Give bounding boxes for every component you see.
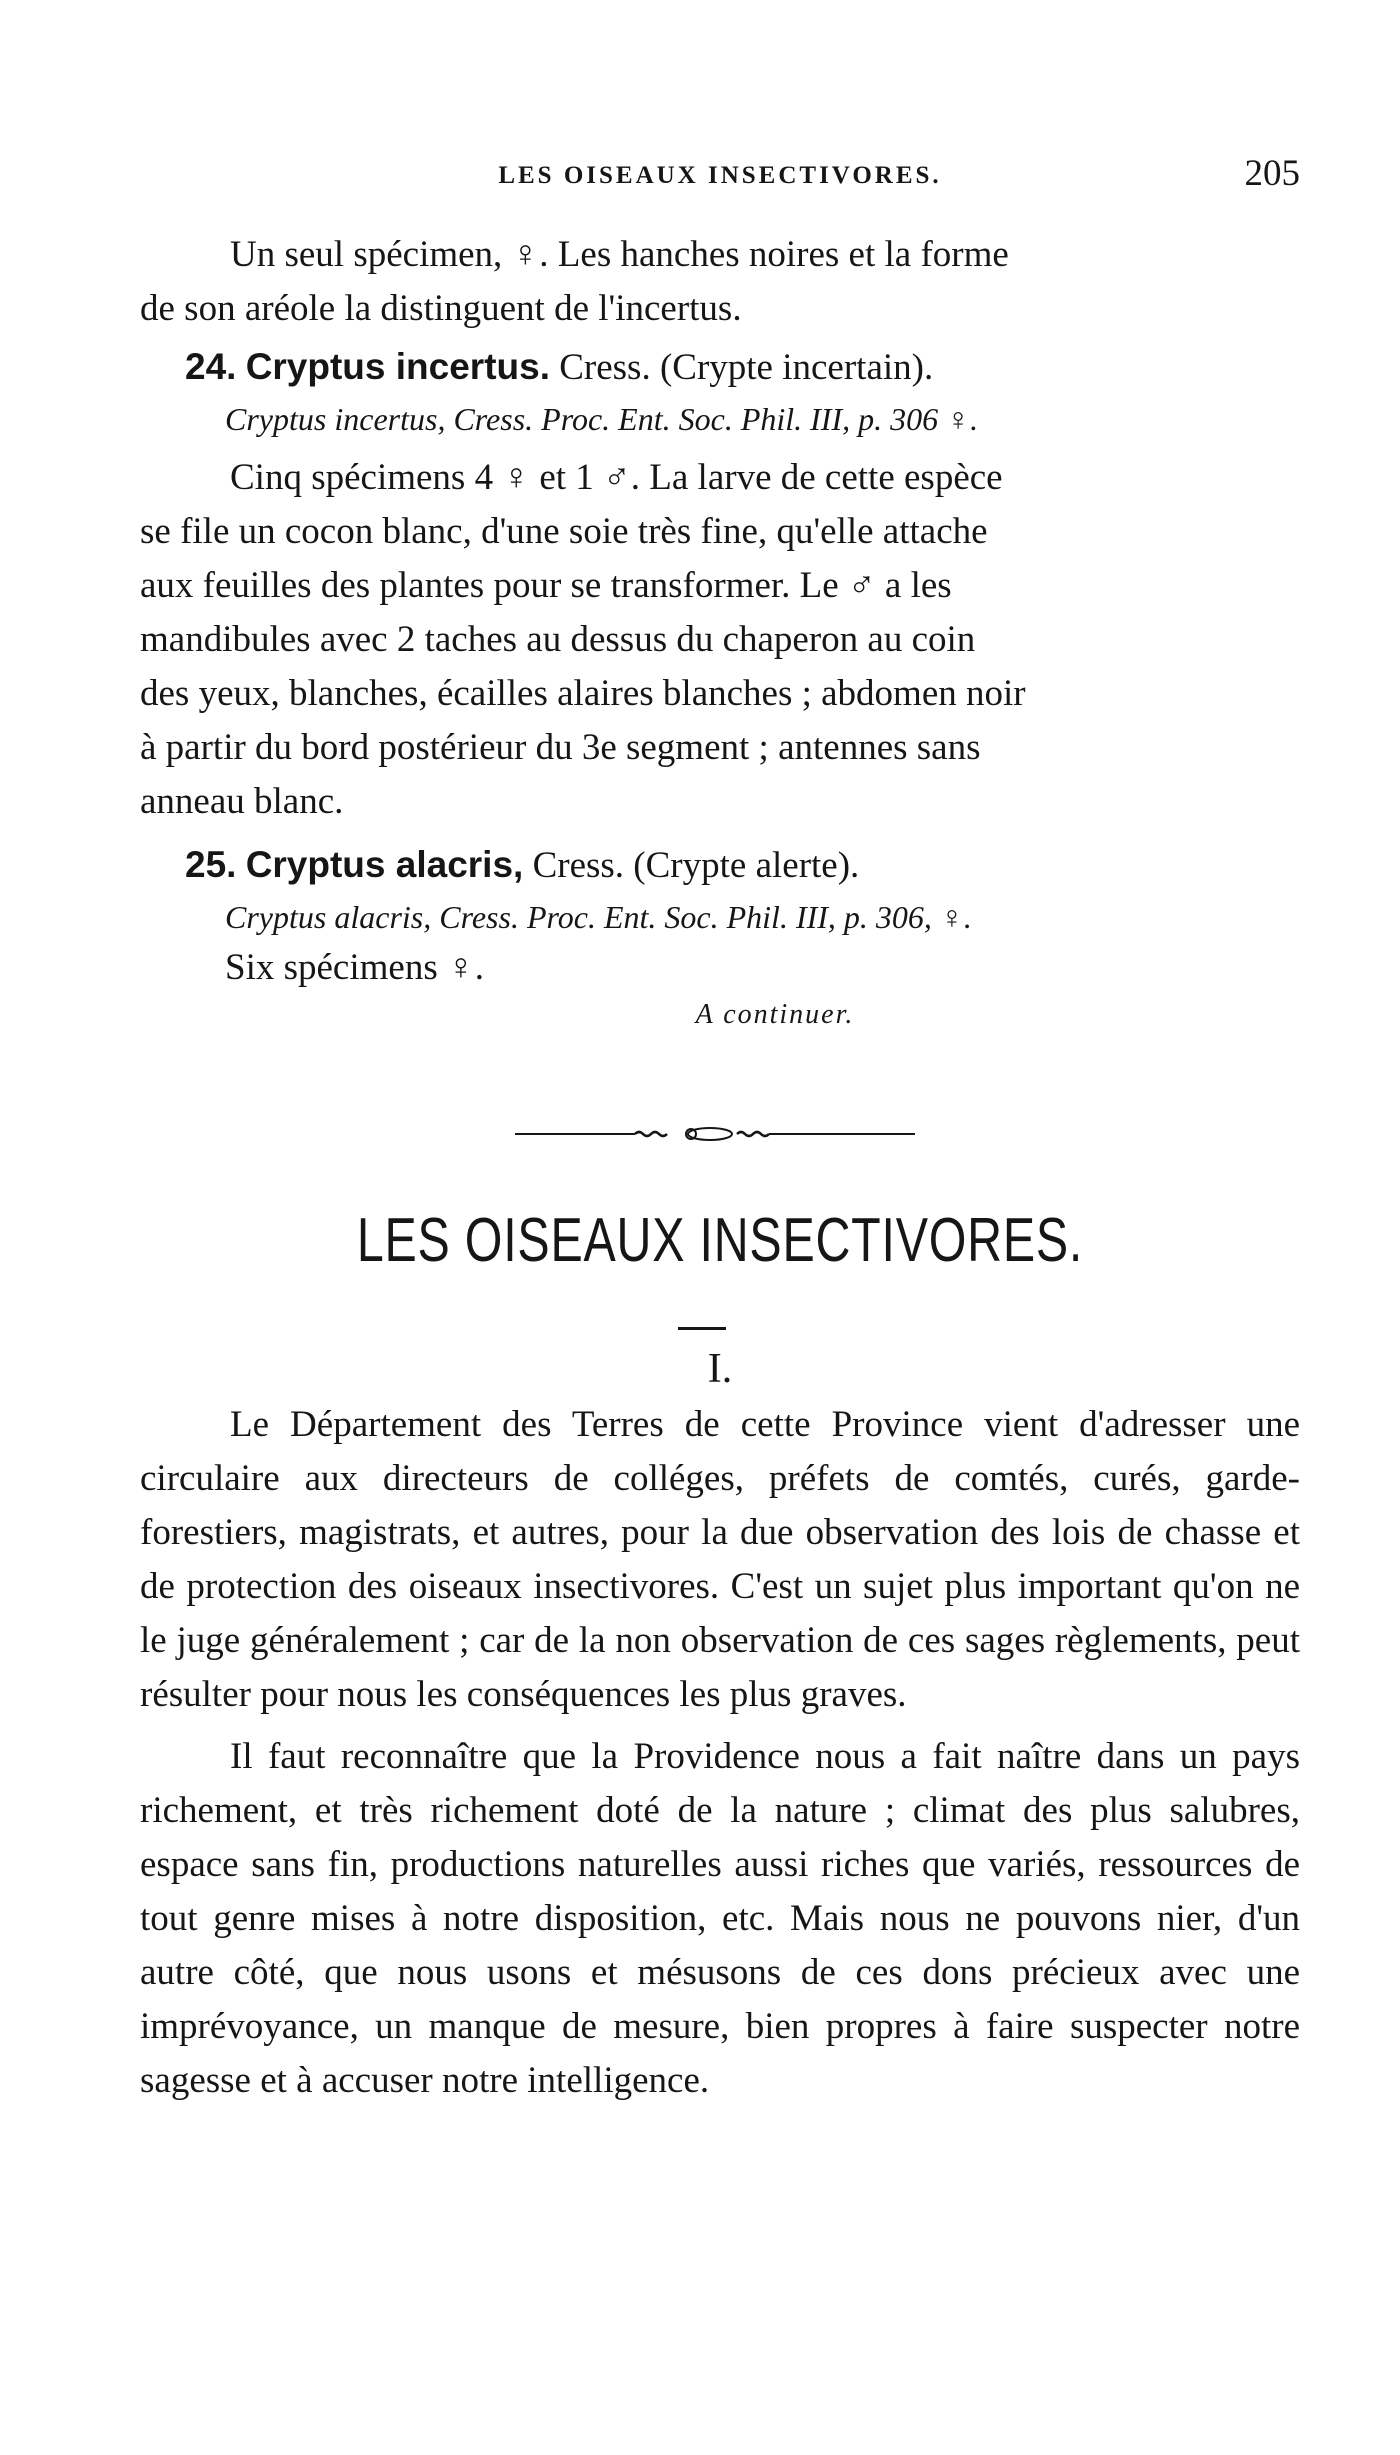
entry-number: 24. [185, 346, 237, 387]
text-line: mandibules avec 2 taches au dessus du chaperon au coin [140, 619, 976, 660]
text-line: Six spécimens ♀. [225, 947, 484, 988]
text-line: anneau blanc. [140, 781, 344, 822]
entry-common-name: Cress. (Crypte incertain). [549, 347, 934, 388]
species-name: Cryptus alacris, [245, 844, 524, 885]
entry-number: 25. [185, 844, 237, 885]
text-line: Cinq spécimens 4 ♀ et 1 ♂. La larve de cette espèce [230, 457, 1003, 498]
section-number: I. [707, 1346, 733, 1392]
running-title: LES OISEAUX INSECTIVORES. [498, 162, 942, 189]
book-page [140, 0, 1300, 2455]
species-entry-25 [140, 838, 1300, 1035]
section-title: LES OISEAUX INSECTIVORES. [356, 1206, 1084, 1275]
body-paragraph: Le Département des Terres de cette Province vient d'adresser une circulaire aux directeurs de colléges, préfets de comtés, curés, garde-forestiers, magistrats, et autres, pour la due observation des lois de chasse et de protection des oiseaux insectivores. C'est un sujet plus important qu'on ne le juge généralement ; car de la non observation de ces sages règlements, peut résulter pour nous les conséquences les plus graves. [140, 1404, 1300, 1715]
text-line: Un seul spécimen, ♀. Les hanches noires et la forme [230, 234, 1009, 275]
entry-common-name: Cress. (Crypte alerte). [523, 845, 860, 886]
body-paragraph: Il faut reconnaître que la Providence nous a fait naître dans un pays richement, et très richement doté de la nature ; climat des plus salubres, espace sans fin, productions naturelles aussi riches que variés, ressources de tout genre mises à notre disposition, etc. Mais nous ne pouvons nier, d'un autre côté, que nous usons et mésusons de ces dons précieux avec une imprévoyance, un manque de mesure, bien propres à faire suspecter notre sagesse et à accuser notre intelligence. [140, 1736, 1300, 2101]
ornament-divider [515, 1124, 915, 1144]
continuation-paragraph [140, 228, 1300, 336]
entry-heading [140, 838, 1300, 893]
page-header [140, 152, 1300, 202]
text-line: aux feuilles des plantes pour se transformer. Le ♂ a les [140, 565, 952, 606]
page-number: 205 [1244, 153, 1300, 194]
text-line: à partir du bord postérieur du 3e segment ; antennes sans [140, 727, 981, 768]
article-body [140, 1398, 1300, 2108]
text-line: se file un cocon blanc, d'une soie très fine, qu'elle attache [140, 511, 988, 552]
text-line: des yeux, blanches, écailles alaires blanches ; abdomen noir [140, 673, 1026, 714]
entry-reference: Cryptus alacris, Cress. Proc. Ent. Soc. Phil. III, p. 306, ♀. [225, 899, 972, 935]
title-rule [678, 1327, 726, 1330]
species-entry-24 [140, 340, 1300, 829]
entry-reference: Cryptus incertus, Cress. Proc. Ent. Soc. Phil. III, p. 306 ♀. [225, 401, 979, 437]
species-name: Cryptus incertus. [245, 346, 550, 387]
continued-note: A continuer. [695, 999, 855, 1030]
entry-heading [140, 340, 1300, 395]
text-line: de son aréole la distinguent de l'incertus. [140, 288, 742, 329]
